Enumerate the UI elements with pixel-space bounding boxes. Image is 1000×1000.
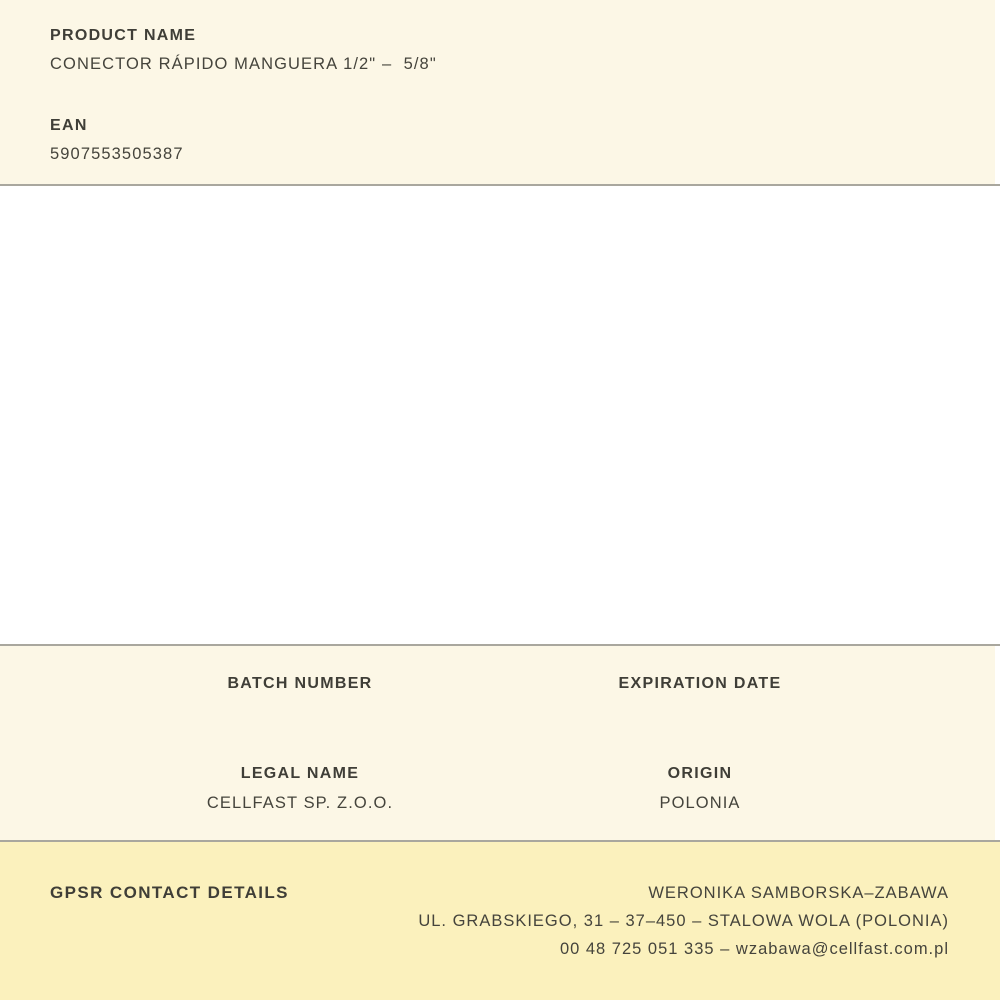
product-section xyxy=(0,0,1000,184)
gpsr-contact-block xyxy=(418,879,949,1000)
ean-label: EAN xyxy=(50,117,88,134)
blank-section xyxy=(0,186,1000,644)
product-section-background xyxy=(0,0,995,184)
spacer xyxy=(50,74,995,116)
product-name-label: PRODUCT NAME xyxy=(50,27,197,44)
origin-label: ORIGIN xyxy=(667,765,733,782)
legal-name-label: LEGAL NAME xyxy=(240,765,360,782)
gpsr-contact-phone-email: 00 48 725 051 335 – wzabawa@cellfast.com.pl xyxy=(559,940,949,958)
gpsr-heading: GPSR CONTACT DETAILS xyxy=(50,883,289,902)
origin-value: POLONIA xyxy=(659,794,741,812)
info-section xyxy=(0,646,1000,840)
gpsr-section xyxy=(0,842,1000,1000)
spacer xyxy=(50,135,995,145)
ean-value: 5907553505387 xyxy=(50,145,184,163)
gpsr-contact-name: WERONIKA SAMBORSKA–ZABAWA xyxy=(648,884,949,902)
expiration-date-label: EXPIRATION DATE xyxy=(618,675,782,692)
gpsr-contact-address: UL. GRABSKIEGO, 31 – 37–450 – STALOWA WOLA (POLONIA) xyxy=(418,912,949,930)
batch-number-label: BATCH NUMBER xyxy=(227,675,373,692)
legal-name-value: CELLFAST SP. Z.O.O. xyxy=(206,794,394,812)
info-column-right xyxy=(500,674,900,840)
product-name-value: CONECTOR RÁPIDO MANGUERA 1/2" – 5/8" xyxy=(50,55,437,73)
spacer xyxy=(50,45,995,55)
info-section-background xyxy=(0,646,995,840)
info-column-left xyxy=(100,674,500,840)
